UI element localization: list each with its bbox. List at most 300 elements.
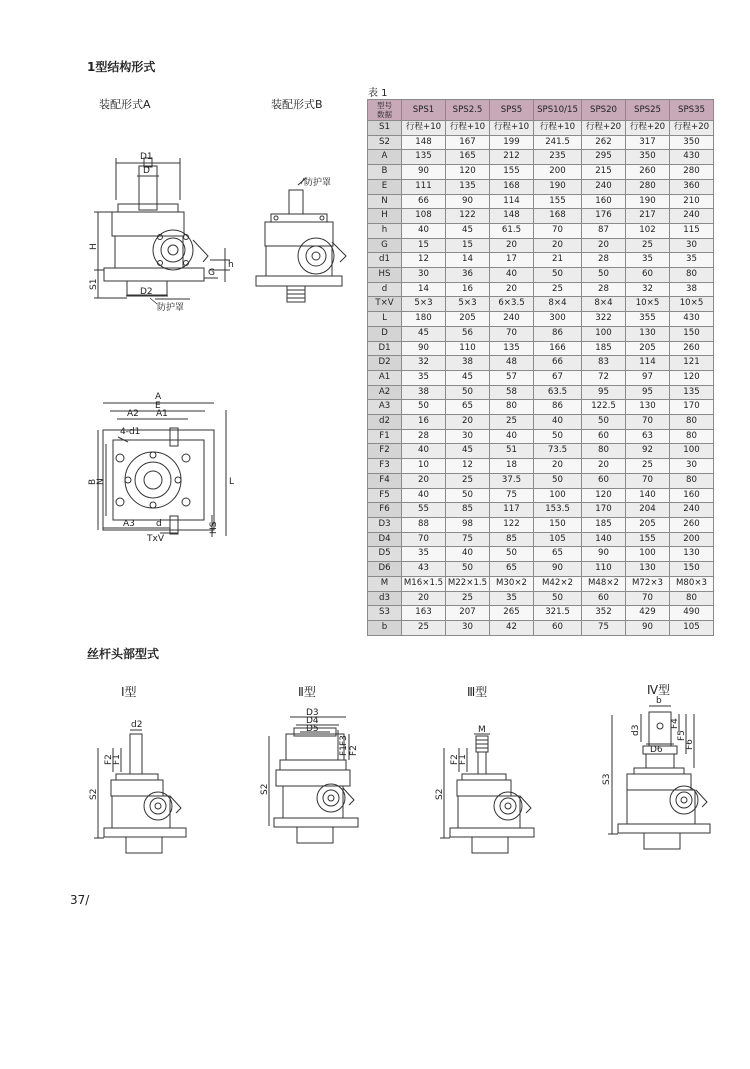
table-row [368, 415, 714, 430]
value-cell: 166 [534, 341, 582, 356]
value-cell: 108 [402, 209, 446, 224]
table-row [368, 620, 714, 635]
value-cell: 15 [402, 238, 446, 253]
value-cell: 36 [446, 268, 490, 283]
dim-D6: D6 [650, 745, 663, 755]
value-cell: 行程+10 [490, 121, 534, 136]
value-cell: 45 [446, 444, 490, 459]
table-row [368, 591, 714, 606]
value-cell: 135 [402, 150, 446, 165]
dim-d2: d2 [131, 720, 143, 730]
value-cell: 100 [534, 488, 582, 503]
dim-A: A [155, 392, 162, 402]
table-row [368, 179, 714, 194]
value-cell: 170 [670, 400, 714, 415]
value-cell: 35 [670, 253, 714, 268]
value-cell: 25 [626, 459, 670, 474]
dim-A3: A3 [123, 519, 135, 529]
value-cell: 70 [402, 532, 446, 547]
value-cell: 355 [626, 312, 670, 327]
value-cell: 90 [402, 341, 446, 356]
value-cell: 80 [670, 591, 714, 606]
value-cell: 75 [582, 620, 626, 635]
value-cell: 105 [670, 620, 714, 635]
value-cell: 35 [490, 591, 534, 606]
value-cell: 60 [626, 268, 670, 283]
col-header: SPS20 [582, 100, 626, 121]
value-cell: 153.5 [534, 503, 582, 518]
value-cell: 40 [402, 223, 446, 238]
value-cell: 150 [534, 517, 582, 532]
table-row [368, 341, 714, 356]
param-cell: D [368, 326, 402, 341]
value-cell: 20 [490, 238, 534, 253]
value-cell: 25 [446, 591, 490, 606]
type-1-label: Ⅰ型 [121, 685, 137, 699]
value-cell: 321.5 [534, 606, 582, 621]
value-cell: 10 [402, 459, 446, 474]
value-cell: 105 [534, 532, 582, 547]
value-cell: 429 [626, 606, 670, 621]
value-cell: 115 [670, 223, 714, 238]
value-cell: 70 [490, 326, 534, 341]
table-row [368, 532, 714, 547]
value-cell: 212 [490, 150, 534, 165]
value-cell: 240 [582, 179, 626, 194]
param-cell: S1 [368, 121, 402, 136]
value-cell: 80 [670, 473, 714, 488]
value-cell: 490 [670, 606, 714, 621]
table-corner [368, 100, 402, 121]
value-cell: 20 [402, 473, 446, 488]
dim-M: M [478, 725, 486, 735]
value-cell: 65 [490, 562, 534, 577]
value-cell: 50 [446, 562, 490, 577]
value-cell: 50 [490, 547, 534, 562]
type-3-drawing [440, 734, 534, 853]
value-cell: 20 [446, 415, 490, 430]
value-cell: 88 [402, 517, 446, 532]
value-cell: 205 [446, 312, 490, 327]
page-number: 37/ [70, 893, 90, 907]
param-cell: D6 [368, 562, 402, 577]
value-cell: 48 [490, 356, 534, 371]
param-cell: F5 [368, 488, 402, 503]
param-cell: d2 [368, 415, 402, 430]
param-cell: H [368, 209, 402, 224]
value-cell: 350 [626, 150, 670, 165]
value-cell: 121 [670, 356, 714, 371]
value-cell: 200 [534, 165, 582, 180]
table-row [368, 503, 714, 518]
dim-F4: F4 [670, 718, 680, 729]
dim-d3: d3 [631, 724, 641, 736]
value-cell: 90 [582, 547, 626, 562]
value-cell: 14 [402, 282, 446, 297]
value-cell: 85 [490, 532, 534, 547]
value-cell: M42×2 [534, 576, 582, 591]
param-cell: A2 [368, 385, 402, 400]
value-cell: 40 [446, 547, 490, 562]
dim-E: E [155, 401, 161, 411]
value-cell: 150 [670, 562, 714, 577]
value-cell: 160 [582, 194, 626, 209]
table-title: 表 1 [368, 88, 388, 99]
value-cell: 90 [534, 562, 582, 577]
value-cell: 28 [402, 429, 446, 444]
value-cell: 155 [534, 194, 582, 209]
table-row [368, 150, 714, 165]
dim-D1: D1 [140, 152, 153, 162]
value-cell: 80 [670, 415, 714, 430]
value-cell: 165 [446, 150, 490, 165]
section1-title: 1型结构形式 [87, 60, 156, 74]
value-cell: 163 [402, 606, 446, 621]
value-cell: 18 [490, 459, 534, 474]
value-cell: 90 [402, 165, 446, 180]
value-cell: 72 [582, 370, 626, 385]
value-cell: 15 [446, 238, 490, 253]
value-cell: 122 [446, 209, 490, 224]
value-cell: 200 [670, 532, 714, 547]
value-cell: 16 [446, 282, 490, 297]
value-cell: 350 [670, 135, 714, 150]
param-cell: d [368, 282, 402, 297]
value-cell: 50 [534, 473, 582, 488]
value-cell: M48×2 [582, 576, 626, 591]
dim-HS: HS [209, 521, 219, 534]
value-cell: 70 [626, 415, 670, 430]
value-cell: 60 [582, 473, 626, 488]
value-cell: 行程+20 [626, 121, 670, 136]
value-cell: 80 [670, 268, 714, 283]
table-row [368, 459, 714, 474]
value-cell: 38 [402, 385, 446, 400]
table-header-row [368, 100, 714, 121]
dim-S2-t1: S2 [89, 788, 99, 800]
value-cell: 8×4 [534, 297, 582, 312]
value-cell: 30 [402, 268, 446, 283]
value-cell: 50 [534, 268, 582, 283]
col-header: SPS2.5 [446, 100, 490, 121]
value-cell: 150 [670, 326, 714, 341]
value-cell: 135 [446, 179, 490, 194]
param-cell: D2 [368, 356, 402, 371]
table-row [368, 370, 714, 385]
value-cell: 65 [446, 400, 490, 415]
value-cell: 20 [402, 591, 446, 606]
dim-F3: F3 [339, 735, 349, 746]
value-cell: 87 [582, 223, 626, 238]
value-cell: 25 [534, 282, 582, 297]
param-cell: HS [368, 268, 402, 283]
value-cell: 80 [582, 444, 626, 459]
value-cell: 40 [490, 268, 534, 283]
value-cell: 114 [626, 356, 670, 371]
value-cell: 行程+10 [534, 121, 582, 136]
dim-L: L [229, 477, 235, 487]
table-row [368, 253, 714, 268]
param-cell: M [368, 576, 402, 591]
value-cell: 66 [402, 194, 446, 209]
param-cell: B [368, 165, 402, 180]
value-cell: 170 [582, 503, 626, 518]
param-cell: L [368, 312, 402, 327]
value-cell: 260 [670, 341, 714, 356]
value-cell: 67 [534, 370, 582, 385]
value-cell: 92 [626, 444, 670, 459]
param-cell: d1 [368, 253, 402, 268]
value-cell: 61.5 [490, 223, 534, 238]
value-cell: 111 [402, 179, 446, 194]
value-cell: M22×1.5 [446, 576, 490, 591]
value-cell: 70 [626, 591, 670, 606]
value-cell: 75 [490, 488, 534, 503]
value-cell: 122 [490, 517, 534, 532]
value-cell: 120 [582, 488, 626, 503]
value-cell: 155 [626, 532, 670, 547]
value-cell: 行程+10 [402, 121, 446, 136]
spec-table [367, 99, 714, 636]
table-row [368, 238, 714, 253]
value-cell: 280 [670, 165, 714, 180]
table-row [368, 194, 714, 209]
table-row [368, 473, 714, 488]
value-cell: 55 [402, 503, 446, 518]
value-cell: 25 [626, 238, 670, 253]
table-row [368, 385, 714, 400]
value-cell: 280 [626, 179, 670, 194]
value-cell: 240 [490, 312, 534, 327]
param-cell: D5 [368, 547, 402, 562]
value-cell: 199 [490, 135, 534, 150]
dim-S2-t3: S2 [435, 788, 445, 800]
dim-F1-t3: F1 [458, 754, 468, 765]
table-row [368, 223, 714, 238]
value-cell: 63 [626, 429, 670, 444]
value-cell: 6×3.5 [490, 297, 534, 312]
value-cell: 10×5 [626, 297, 670, 312]
value-cell: 240 [670, 503, 714, 518]
value-cell: 28 [582, 282, 626, 297]
value-cell: 56 [446, 326, 490, 341]
param-cell: A1 [368, 370, 402, 385]
value-cell: 17 [490, 253, 534, 268]
value-cell: 205 [626, 517, 670, 532]
param-cell: N [368, 194, 402, 209]
dim-F2-t1: F2 [104, 754, 114, 765]
value-cell: 190 [534, 179, 582, 194]
value-cell: 167 [446, 135, 490, 150]
value-cell: 240 [670, 209, 714, 224]
value-cell: 130 [626, 326, 670, 341]
top-view-drawing [98, 403, 226, 537]
value-cell: 行程+20 [670, 121, 714, 136]
param-cell: b [368, 620, 402, 635]
guard-label-b: 防护罩 [304, 178, 332, 188]
dim-F2-t3: F2 [450, 754, 460, 765]
value-cell: 75 [446, 532, 490, 547]
value-cell: 120 [670, 370, 714, 385]
value-cell: 60 [582, 591, 626, 606]
value-cell: 317 [626, 135, 670, 150]
value-cell: 30 [670, 459, 714, 474]
param-cell: S2 [368, 135, 402, 150]
dim-b: b [656, 696, 662, 706]
value-cell: 40 [402, 488, 446, 503]
value-cell: 8×4 [582, 297, 626, 312]
table-row [368, 209, 714, 224]
value-cell: 97 [626, 370, 670, 385]
value-cell: 160 [670, 488, 714, 503]
value-cell: 40 [402, 444, 446, 459]
value-cell: 5×3 [446, 297, 490, 312]
value-cell: 12 [446, 459, 490, 474]
value-cell: M16×1.5 [402, 576, 446, 591]
value-cell: 57 [490, 370, 534, 385]
value-cell: 70 [534, 223, 582, 238]
dim-N: N [96, 478, 106, 485]
table-row [368, 400, 714, 415]
value-cell: 66 [534, 356, 582, 371]
value-cell: 43 [402, 562, 446, 577]
value-cell: 130 [626, 400, 670, 415]
value-cell: 25 [446, 473, 490, 488]
value-cell: 260 [670, 517, 714, 532]
value-cell: 148 [402, 135, 446, 150]
value-cell: 295 [582, 150, 626, 165]
param-cell: F4 [368, 473, 402, 488]
value-cell: 10×5 [670, 297, 714, 312]
value-cell: 35 [402, 547, 446, 562]
value-cell: 14 [446, 253, 490, 268]
value-cell: 140 [626, 488, 670, 503]
param-cell: G [368, 238, 402, 253]
dim-B: B [88, 478, 98, 485]
value-cell: 5×3 [402, 297, 446, 312]
value-cell: 16 [402, 415, 446, 430]
value-cell: 110 [582, 562, 626, 577]
value-cell: 300 [534, 312, 582, 327]
value-cell: 28 [582, 253, 626, 268]
dim-D: D [143, 166, 150, 176]
assembly-a-label: 装配形式A [99, 98, 151, 111]
dim-D3: D3 [306, 708, 319, 718]
param-cell: d3 [368, 591, 402, 606]
param-cell: F1 [368, 429, 402, 444]
value-cell: 430 [670, 150, 714, 165]
value-cell: 95 [582, 385, 626, 400]
value-cell: M72×3 [626, 576, 670, 591]
value-cell: 45 [446, 370, 490, 385]
value-cell: 50 [402, 400, 446, 415]
value-cell: 98 [446, 517, 490, 532]
value-cell: 42 [490, 620, 534, 635]
value-cell: 430 [670, 312, 714, 327]
param-cell: F6 [368, 503, 402, 518]
value-cell: 86 [534, 326, 582, 341]
table-row [368, 444, 714, 459]
table-row [368, 121, 714, 136]
value-cell: 207 [446, 606, 490, 621]
value-cell: 241.5 [534, 135, 582, 150]
table-row [368, 517, 714, 532]
value-cell: 35 [402, 370, 446, 385]
dim-S1: S1 [89, 278, 99, 290]
section2-title: 丝杆头部型式 [87, 647, 160, 661]
value-cell: 90 [626, 620, 670, 635]
value-cell: 51 [490, 444, 534, 459]
type-4-drawing [608, 706, 710, 849]
type-1-drawing [94, 730, 186, 853]
value-cell: 38 [670, 282, 714, 297]
value-cell: 45 [446, 223, 490, 238]
value-cell: 100 [582, 326, 626, 341]
value-cell: 50 [582, 268, 626, 283]
table-row [368, 576, 714, 591]
value-cell: 30 [446, 620, 490, 635]
value-cell: M80×3 [670, 576, 714, 591]
value-cell: 185 [582, 517, 626, 532]
value-cell: 行程+10 [446, 121, 490, 136]
assembly-b-label: 装配形式B [271, 98, 323, 111]
dim-S2-t2: S2 [260, 783, 270, 795]
param-cell: D1 [368, 341, 402, 356]
value-cell: 20 [582, 238, 626, 253]
value-cell: 63.5 [534, 385, 582, 400]
value-cell: 176 [582, 209, 626, 224]
col-header: SPS35 [670, 100, 714, 121]
value-cell: 80 [670, 429, 714, 444]
value-cell: 58 [490, 385, 534, 400]
value-cell: 135 [490, 341, 534, 356]
col-header: SPS25 [626, 100, 670, 121]
param-cell: h [368, 223, 402, 238]
value-cell: 135 [670, 385, 714, 400]
value-cell: 217 [626, 209, 670, 224]
param-cell: D4 [368, 532, 402, 547]
value-cell: 190 [626, 194, 670, 209]
col-header: SPS10/15 [534, 100, 582, 121]
value-cell: 12 [402, 253, 446, 268]
value-cell: 215 [582, 165, 626, 180]
value-cell: 35 [626, 253, 670, 268]
value-cell: 265 [490, 606, 534, 621]
value-cell: 25 [402, 620, 446, 635]
param-cell: F3 [368, 459, 402, 474]
dim-H: H [89, 243, 99, 250]
dim-TxV: TxV [147, 534, 164, 544]
value-cell: 122.5 [582, 400, 626, 415]
value-cell: 360 [670, 179, 714, 194]
value-cell: 21 [534, 253, 582, 268]
value-cell: 60 [582, 429, 626, 444]
dim-F1-t1: F1 [112, 754, 122, 765]
param-cell: D3 [368, 517, 402, 532]
dim-F1-t2: F1 [339, 745, 349, 756]
col-header: SPS1 [402, 100, 446, 121]
table-row [368, 282, 714, 297]
dim-F5: F5 [677, 730, 687, 741]
value-cell: 32 [626, 282, 670, 297]
type-2-label: Ⅱ型 [298, 685, 316, 699]
value-cell: 20 [534, 459, 582, 474]
value-cell: 102 [626, 223, 670, 238]
value-cell: 148 [490, 209, 534, 224]
table-row [368, 356, 714, 371]
dim-D5: D5 [306, 724, 319, 734]
value-cell: 120 [446, 165, 490, 180]
